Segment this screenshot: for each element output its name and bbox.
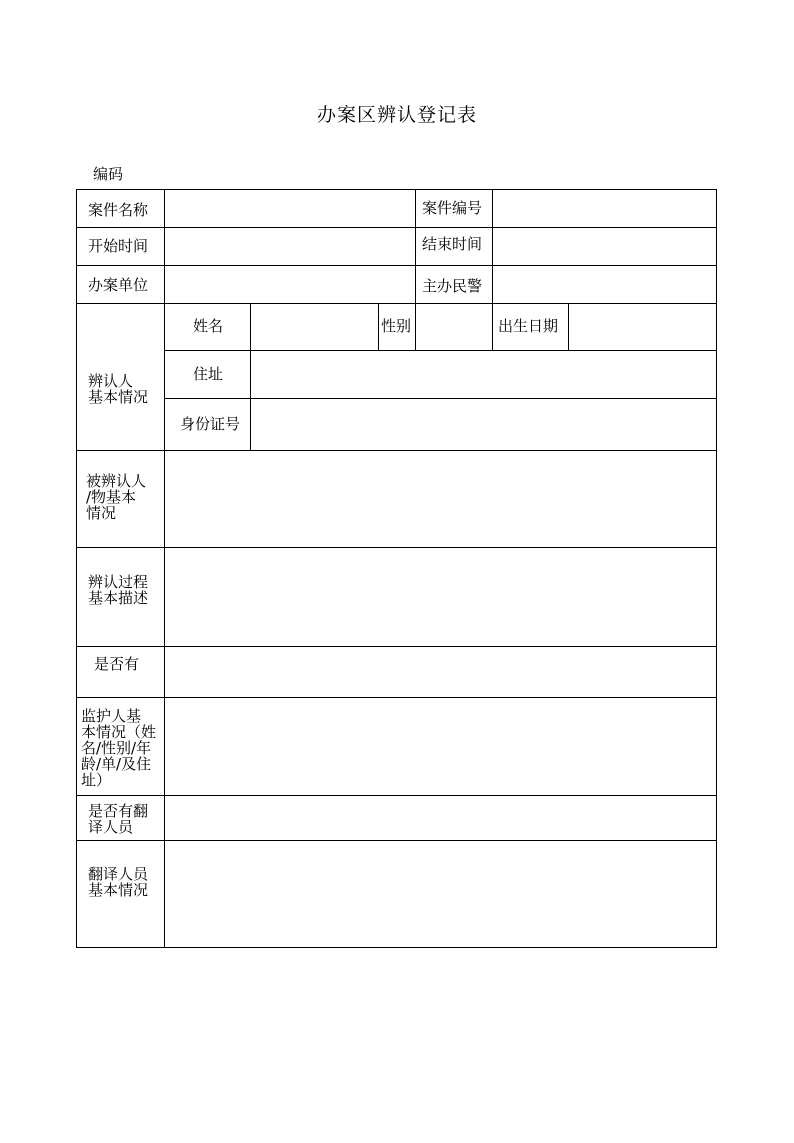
row-divider <box>76 450 717 451</box>
column-divider <box>568 303 569 351</box>
identifier-info-label-1: 辨认人 <box>88 372 134 390</box>
column-divider <box>492 189 493 351</box>
guardian-label-4: 龄/单/及住 <box>81 755 152 773</box>
process-label-1: 辨认过程 <box>88 573 149 591</box>
row-divider <box>76 795 717 796</box>
case-number-label: 案件编号 <box>422 199 483 217</box>
end-time-label: 结束时间 <box>422 235 483 253</box>
id-number-label: 身份证号 <box>180 415 241 433</box>
column-divider <box>378 303 379 351</box>
form-title: 办案区辨认登记表 <box>316 104 477 126</box>
row-divider <box>76 646 717 647</box>
start-time-label: 开始时间 <box>88 237 149 255</box>
column-divider <box>415 189 416 304</box>
row-divider <box>76 840 717 841</box>
case-name-label: 案件名称 <box>88 201 149 219</box>
identified-info-label-2: /物基本 <box>86 488 137 506</box>
guardian-label-1: 监护人基 <box>81 707 142 725</box>
translator-present-label-1: 是否有翻 <box>88 802 149 820</box>
whether-has-label: 是否有 <box>94 655 140 673</box>
table-border-bottom <box>76 947 717 948</box>
column-divider <box>164 189 165 948</box>
guardian-label-5: 址） <box>81 771 112 789</box>
row-divider <box>76 303 717 304</box>
lead-officer-label: 主办民警 <box>422 277 483 295</box>
identified-info-label-3: 情况 <box>86 504 117 522</box>
birth-date-label: 出生日期 <box>498 317 559 335</box>
handling-unit-label: 办案单位 <box>88 276 149 294</box>
process-label-2: 基本描述 <box>88 589 149 607</box>
name-label: 姓名 <box>193 317 224 335</box>
identifier-info-label-2: 基本情况 <box>88 388 149 406</box>
row-divider <box>76 227 717 228</box>
row-divider <box>76 547 717 548</box>
identified-info-label-1: 被辨认人 <box>86 472 147 490</box>
code-label: 编码 <box>93 165 124 183</box>
translator-info-label-1: 翻译人员 <box>88 865 149 883</box>
column-divider <box>250 303 251 451</box>
row-divider <box>76 265 717 266</box>
column-divider <box>415 303 416 351</box>
address-label: 住址 <box>193 365 224 383</box>
translator-info-label-2: 基本情况 <box>88 881 149 899</box>
translator-present-label-2: 译人员 <box>88 818 134 836</box>
row-divider <box>76 697 717 698</box>
table-border-top <box>76 189 717 190</box>
guardian-label-2: 本情况（姓 <box>81 723 157 741</box>
row-divider <box>164 398 717 399</box>
row-divider <box>164 350 717 351</box>
gender-label: 性别 <box>381 317 412 335</box>
guardian-label-3: 名/性别/年 <box>81 739 152 757</box>
